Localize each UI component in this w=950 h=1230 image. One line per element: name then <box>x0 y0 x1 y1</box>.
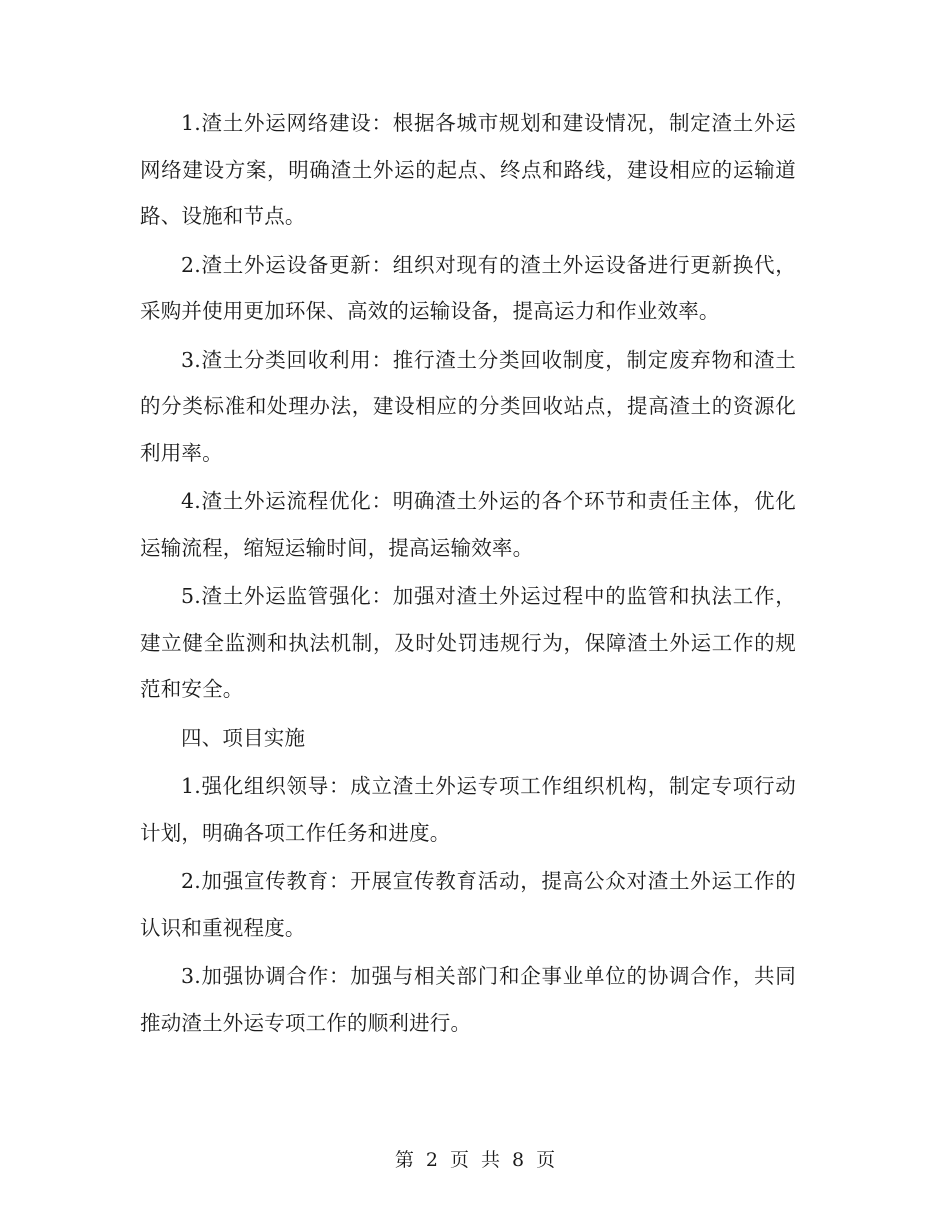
paragraph-coordination-cooperation: 3.加强协调合作：加强与相关部门和企事业单位的协调合作，共同推动渣土外运专项工作的顺利进行。 <box>140 964 796 1035</box>
paragraph-organization-leadership: 1.强化组织领导：成立渣土外运专项工作组织机构，制定专项行动计划，明确各项工作任务和进度。 <box>140 774 796 845</box>
document-body <box>140 100 796 1048</box>
paragraph-network-construction: 1.渣土外运网络建设：根据各城市规划和建设情况，制定渣土外运网络建设方案，明确渣土外运的起点、终点和路线，建设相应的运输道路、设施和节点。 <box>140 111 796 228</box>
page-number-footer: 第 2 页 共 8 页 <box>394 1149 556 1171</box>
paragraph-equipment-update: 2.渣土外运设备更新：组织对现有的渣土外运设备进行更新换代，采购并使用更加环保、高效的运输设备，提高运力和作业效率。 <box>140 252 796 323</box>
paragraph-process-optimization: 4.渣土外运流程优化：明确渣土外运的各个环节和责任主体，优化运输流程，缩短运输时间，提高运输效率。 <box>140 489 796 560</box>
paragraph-classification-recycling: 3.渣土分类回收利用：推行渣土分类回收制度，制定废弃物和渣土的分类标准和处理办法，建设相应的分类回收站点，提高渣土的资源化利用率。 <box>140 347 796 465</box>
paragraph-publicity-education: 2.加强宣传教育：开展宣传教育活动，提高公众对渣土外运工作的认识和重视程度。 <box>140 869 796 940</box>
section-heading: 四、项目实施 <box>181 725 306 750</box>
paragraph-supervision-strengthening: 5.渣土外运监管强化：加强对渣土外运过程中的监管和执法工作，建立健全监测和执法机制，及时处罚违规行为，保障渣土外运工作的规范和安全。 <box>140 584 796 701</box>
